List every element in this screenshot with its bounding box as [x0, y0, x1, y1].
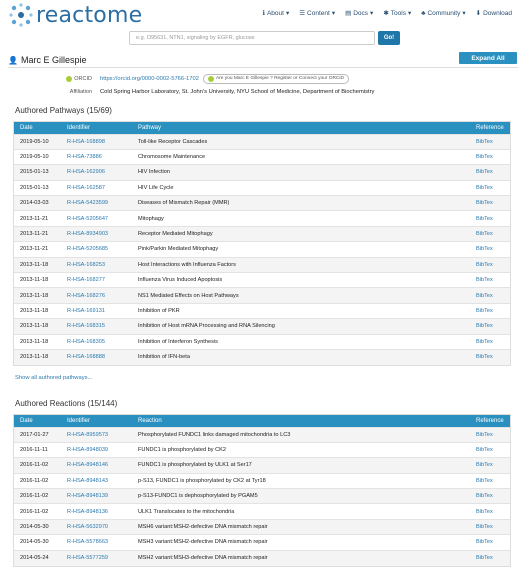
table-row	[14, 334, 510, 349]
column-header-pathway[interactable]: Pathway	[134, 122, 472, 134]
bibtex-link[interactable]: BibTex	[472, 288, 510, 303]
date-cell: 2013-11-18	[14, 349, 63, 364]
tools-icon: ✱	[383, 10, 389, 17]
orcid-label	[8, 76, 100, 82]
name-cell: p-S13-FUNDC1 is dephosphorylated by PGAM5	[134, 489, 472, 504]
pathways-table	[14, 122, 510, 365]
table-row	[14, 535, 510, 550]
bibtex-link[interactable]: BibTex	[472, 242, 510, 257]
date-cell: 2015-01-13	[14, 180, 63, 195]
bibtex-link[interactable]: BibTex	[472, 334, 510, 349]
identifier-link[interactable]: R-HSA-8959573	[63, 427, 134, 442]
date-cell: 2016-11-11	[14, 442, 63, 457]
identifier-link[interactable]: R-HSA-168305	[63, 334, 134, 349]
chevron-down-icon: ▾	[370, 10, 374, 17]
date-cell: 2014-05-24	[14, 550, 63, 565]
name-cell: Receptor Mediated Mitophagy	[134, 226, 472, 241]
table-row	[14, 550, 510, 565]
menu-community[interactable]	[421, 9, 465, 17]
affiliation-value: Cold Spring Harbor Laboratory, St. John's University, NYU School of Medicine, Department of Biochemistry	[100, 88, 375, 95]
bibtex-link[interactable]: BibTex	[472, 149, 510, 164]
orcid-value	[100, 74, 349, 84]
name-cell: Toll-like Receptor Cascades	[134, 134, 472, 149]
reactions-title: Authored Reactions (15/144)	[15, 399, 118, 408]
bibtex-link[interactable]: BibTex	[472, 211, 510, 226]
name-cell: Inhibition of Interferon Synthesis	[134, 334, 472, 349]
identifier-link[interactable]: R-HSA-5423599	[63, 196, 134, 211]
name-cell: Host Interactions with Influenza Factors	[134, 257, 472, 272]
table-row	[14, 180, 510, 195]
affiliation-row	[8, 85, 518, 98]
date-cell: 2016-11-02	[14, 473, 63, 488]
name-cell: HIV Infection	[134, 165, 472, 180]
menu-label: About	[266, 9, 284, 17]
menu-docs[interactable]	[345, 9, 373, 17]
identifier-link[interactable]: R-HSA-168277	[63, 273, 134, 288]
menu-content[interactable]	[299, 9, 335, 17]
identifier-link[interactable]: R-HSA-168276	[63, 288, 134, 303]
logo-text: reactome	[36, 2, 143, 28]
table-row	[14, 242, 510, 257]
identifier-link[interactable]: R-HSA-8948136	[63, 504, 134, 519]
table-row	[14, 319, 510, 334]
bibtex-link[interactable]: BibTex	[472, 535, 510, 550]
table-header-row	[14, 415, 510, 427]
table-row	[14, 257, 510, 272]
name-cell: MSH2 variant:MSH3-defective DNA mismatch repair	[134, 550, 472, 565]
bibtex-link[interactable]: BibTex	[472, 257, 510, 272]
table-row	[14, 273, 510, 288]
table-row	[14, 303, 510, 318]
affiliation-label: Affiliation	[69, 88, 92, 95]
orcid-icon	[66, 76, 72, 82]
identifier-link[interactable]: R-HSA-168253	[63, 257, 134, 272]
main-menu	[262, 9, 512, 17]
column-header-reference[interactable]: Reference	[472, 122, 510, 134]
name-cell: HIV Life Cycle	[134, 180, 472, 195]
date-cell: 2016-11-02	[14, 489, 63, 504]
column-header-identifier[interactable]: Identifier	[63, 122, 134, 134]
date-cell: 2013-11-21	[14, 242, 63, 257]
column-header-date[interactable]: Date	[14, 122, 63, 134]
expand-all-button[interactable]: Expand All	[459, 52, 517, 64]
reactions-table	[14, 415, 510, 566]
page-title	[8, 55, 87, 65]
orcid-claim-button[interactable]	[203, 74, 349, 84]
menu-label: Tools	[390, 9, 406, 17]
table-row	[14, 288, 510, 303]
date-cell: 2014-05-30	[14, 535, 63, 550]
reactions-panel	[13, 414, 511, 567]
table-row	[14, 442, 510, 457]
column-header-reference[interactable]: Reference	[472, 415, 510, 427]
bibtex-link[interactable]: BibTex	[472, 504, 510, 519]
name-cell: Mitophagy	[134, 211, 472, 226]
menu-label: Docs	[353, 9, 369, 17]
search-button[interactable]: Go!	[378, 31, 400, 45]
name-cell: Pink/Parkin Mediated Mitophagy	[134, 242, 472, 257]
bibtex-link[interactable]: BibTex	[472, 273, 510, 288]
identifier-link[interactable]: R-HSA-5578663	[63, 535, 134, 550]
name-cell: FUNDC1 is phosphorylated by ULK1 at Ser17	[134, 458, 472, 473]
column-header-reaction[interactable]: Reaction	[134, 415, 472, 427]
bibtex-link[interactable]: BibTex	[472, 303, 510, 318]
orcid-icon	[208, 76, 214, 82]
name-cell: Inhibition of PKR	[134, 303, 472, 318]
date-cell: 2013-11-18	[14, 334, 63, 349]
date-cell: 2013-11-18	[14, 319, 63, 334]
table-row	[14, 149, 510, 164]
bibtex-link[interactable]: BibTex	[472, 519, 510, 534]
chevron-down-icon: ▾	[407, 10, 412, 17]
pathways-panel	[13, 121, 511, 366]
pathways-table-body	[14, 134, 510, 365]
menu-about[interactable]	[262, 9, 289, 17]
bibtex-link[interactable]: BibTex	[472, 165, 510, 180]
identifier-link[interactable]: R-HSA-169131	[63, 303, 134, 318]
date-cell: 2013-11-18	[14, 303, 63, 318]
bibtex-link[interactable]: BibTex	[472, 319, 510, 334]
menu-tools[interactable]	[383, 9, 411, 17]
name-cell: Inhibition of Host mRNA Processing and RNA Silencing	[134, 319, 472, 334]
identifier-link[interactable]: R-HSA-162906	[63, 165, 134, 180]
name-cell: Chromosome Maintenance	[134, 149, 472, 164]
name-cell: Phosphorylated FUNDC1 links damaged mitochondria to LC3	[134, 427, 472, 442]
identifier-link[interactable]: R-HSA-5632970	[63, 519, 134, 534]
reactome-logo[interactable]	[8, 2, 142, 28]
chevron-down-icon: ▾	[285, 10, 290, 17]
user-icon: 👤	[8, 55, 18, 65]
column-header-date[interactable]: Date	[14, 415, 63, 427]
table-row	[14, 349, 510, 364]
search-input[interactable]: e.g. O95631, NTN1, signaling by EGFR, glucose	[129, 31, 375, 45]
table-row	[14, 211, 510, 226]
date-cell: 2013-11-21	[14, 226, 63, 241]
date-cell: 2013-11-18	[14, 257, 63, 272]
identifier-link[interactable]: R-HSA-8934903	[63, 226, 134, 241]
name-cell: Influenza Virus Induced Apoptosis	[134, 273, 472, 288]
table-row	[14, 458, 510, 473]
community-icon: ♣	[421, 9, 426, 17]
menu-label: Download	[483, 9, 512, 17]
date-cell: 2017-01-27	[14, 427, 63, 442]
identifier-link[interactable]: R-HSA-8948146	[63, 458, 134, 473]
pathways-title: Authored Pathways (15/69)	[15, 106, 112, 115]
identifier-link[interactable]: R-HSA-5205685	[63, 242, 134, 257]
name-cell: MSH3 variant:MSH2-defective DNA mismatch repair	[134, 535, 472, 550]
date-cell: 2019-05-10	[14, 134, 63, 149]
download-icon: ⬇	[475, 10, 482, 17]
bibtex-link[interactable]: BibTex	[472, 442, 510, 457]
table-header-row	[14, 122, 510, 134]
table-row	[14, 489, 510, 504]
name-cell: p-S13, FUNDC1 is phosphorylated by CK2 at Tyr18	[134, 473, 472, 488]
bibtex-link[interactable]: BibTex	[472, 473, 510, 488]
book-icon: ▤	[345, 10, 352, 17]
identifier-link[interactable]: R-HSA-168315	[63, 319, 134, 334]
claim-text: Are you Marc E Gillespie ? Register or Connect your ORCiD	[215, 76, 344, 81]
menu-label: Content	[307, 9, 330, 17]
date-cell: 2013-11-18	[14, 273, 63, 288]
bibtex-link[interactable]: BibTex	[472, 489, 510, 504]
date-cell: 2016-11-02	[14, 458, 63, 473]
date-cell: 2016-11-02	[14, 504, 63, 519]
table-row	[14, 196, 510, 211]
identifier-link[interactable]: R-HSA-5205647	[63, 211, 134, 226]
date-cell: 2019-05-10	[14, 149, 63, 164]
person-name: Marc E Gillespie	[20, 55, 87, 65]
table-row	[14, 504, 510, 519]
identifier-link[interactable]: R-HSA-5577259	[63, 550, 134, 565]
bibtex-link[interactable]: BibTex	[472, 180, 510, 195]
logo-mark-icon	[8, 2, 34, 28]
chevron-down-icon: ▾	[462, 10, 466, 17]
menu-label: Community	[427, 9, 461, 17]
top-navigation	[0, 0, 520, 52]
bibtex-link[interactable]: BibTex	[472, 550, 510, 565]
bibtex-link[interactable]: BibTex	[472, 134, 510, 149]
identifier-link[interactable]: R-HSA-168888	[63, 349, 134, 364]
date-cell: 2014-05-30	[14, 519, 63, 534]
identifier-link[interactable]: R-HSA-8948039	[63, 442, 134, 457]
date-cell: 2013-11-18	[14, 288, 63, 303]
identifier-link[interactable]: R-HSA-8948143	[63, 473, 134, 488]
table-row	[14, 165, 510, 180]
date-cell: 2014-03-03	[14, 196, 63, 211]
divider	[8, 67, 518, 68]
date-cell: 2015-01-13	[14, 165, 63, 180]
name-cell: ULK1 Translocates to the mitochondria	[134, 504, 472, 519]
name-cell: Inhibition of IFN-beta	[134, 349, 472, 364]
show-all-pathways-link[interactable]: Show all authored pathways...	[15, 375, 93, 381]
bibtex-link[interactable]: BibTex	[472, 458, 510, 473]
table-row	[14, 473, 510, 488]
name-cell: FUNDC1 is phosphorylated by CK2	[134, 442, 472, 457]
identifier-link[interactable]: R-HSA-162587	[63, 180, 134, 195]
bibtex-link[interactable]: BibTex	[472, 196, 510, 211]
table-row	[14, 226, 510, 241]
table-row	[14, 519, 510, 534]
bibtex-link[interactable]: BibTex	[472, 427, 510, 442]
column-header-identifier[interactable]: Identifier	[63, 415, 134, 427]
orcid-link[interactable]: https://orcid.org/0000-0002-5766-1702	[100, 75, 199, 82]
person-meta	[8, 72, 518, 98]
bibtex-link[interactable]: BibTex	[472, 349, 510, 364]
name-cell: Diseases of Mismatch Repair (MMR)	[134, 196, 472, 211]
bibtex-link[interactable]: BibTex	[472, 226, 510, 241]
table-row	[14, 427, 510, 442]
document-icon: ☰	[299, 10, 306, 17]
date-cell: 2013-11-21	[14, 211, 63, 226]
table-row	[14, 134, 510, 149]
reactions-table-body	[14, 427, 510, 566]
identifier-link[interactable]: R-HSA-168898	[63, 134, 134, 149]
info-icon: ℹ	[262, 10, 265, 17]
orcid-row	[8, 72, 518, 85]
menu-download[interactable]	[476, 9, 512, 17]
orcid-label-text: ORCID	[74, 75, 92, 82]
identifier-link[interactable]: R-HSA-73886	[63, 149, 134, 164]
name-cell: NS1 Mediated Effects on Host Pathways	[134, 288, 472, 303]
chevron-down-icon: ▾	[331, 10, 336, 17]
name-cell: MSH6 variant:MSH2-defective DNA mismatch repair	[134, 519, 472, 534]
identifier-link[interactable]: R-HSA-8948139	[63, 489, 134, 504]
